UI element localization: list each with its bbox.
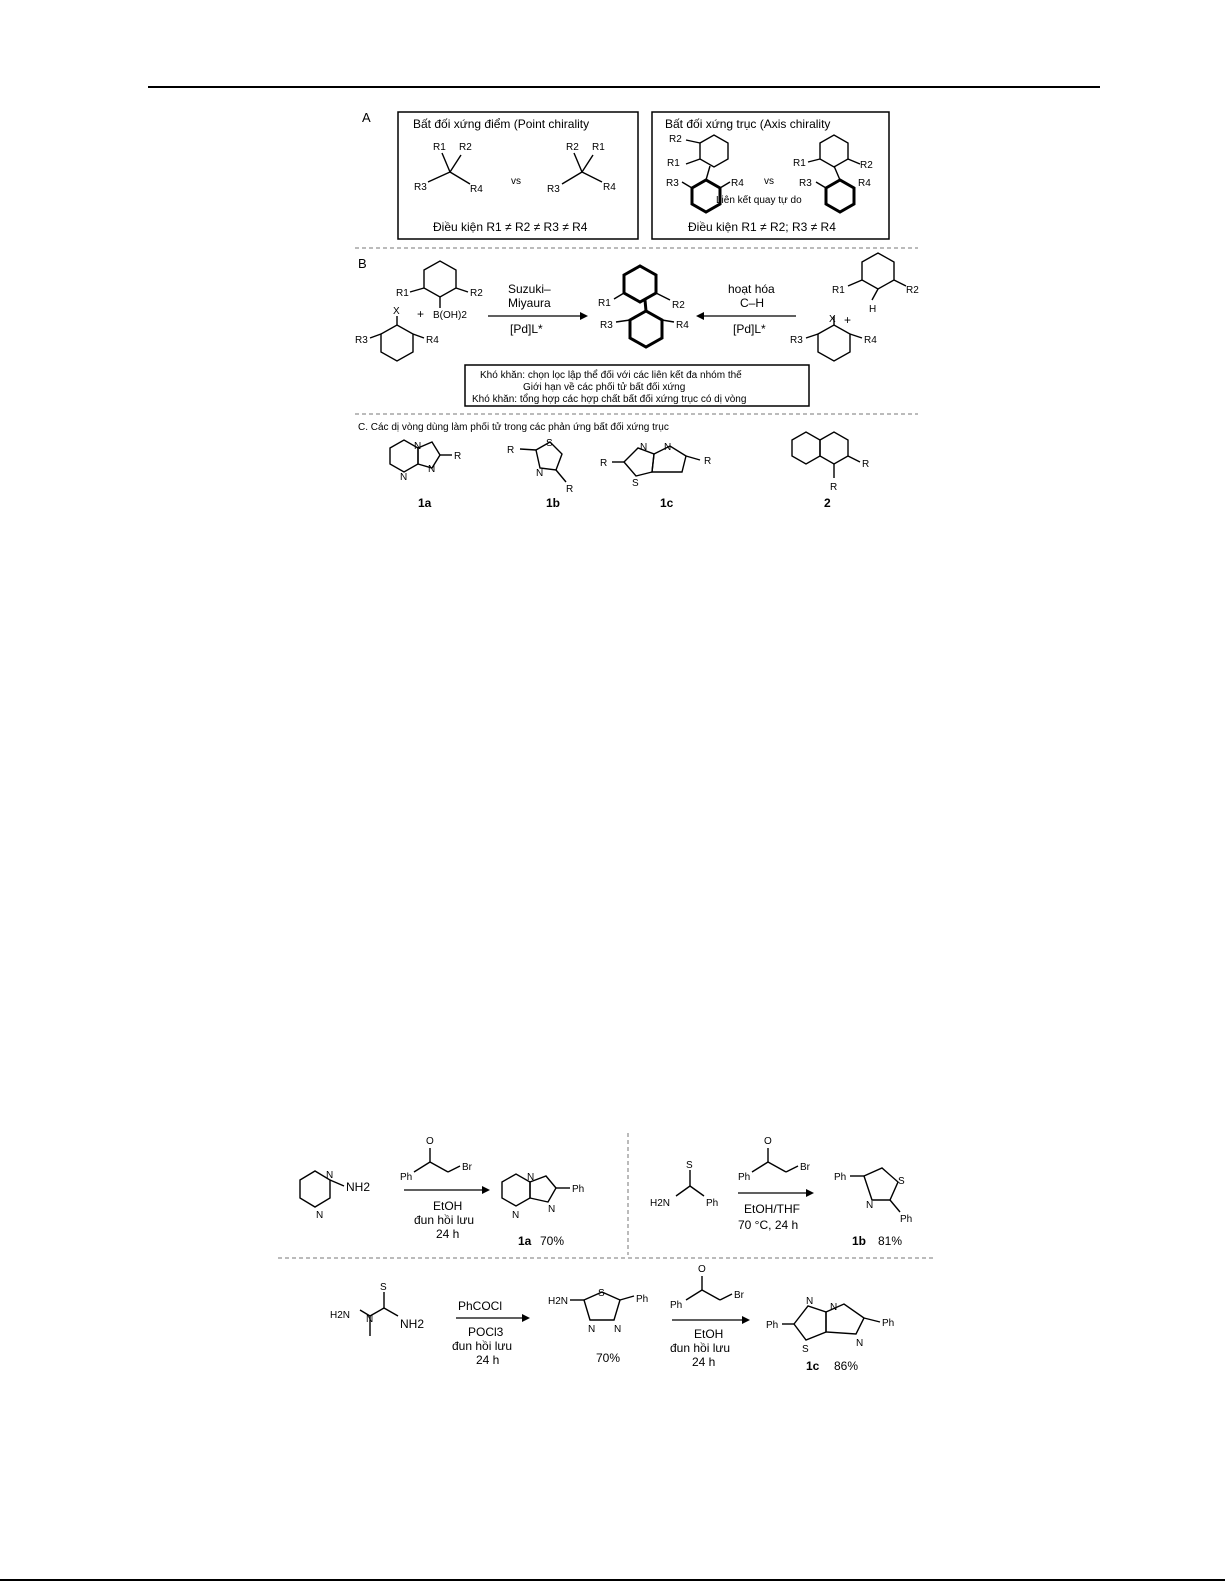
scheme-1-figure <box>355 110 919 510</box>
product-1b <box>834 1168 912 1225</box>
svg-text:R1: R1 <box>793 158 806 169</box>
svg-text:N: N <box>428 464 436 475</box>
ch-aryl <box>832 253 919 327</box>
svg-text:Ph: Ph <box>572 1184 585 1195</box>
svg-text:NH2: NH2 <box>400 1317 425 1331</box>
rxn2-cond-1: EtOH/THF <box>744 1202 800 1216</box>
svg-text:R4: R4 <box>858 178 871 189</box>
svg-text:R2: R2 <box>672 300 685 311</box>
svg-text:R1: R1 <box>433 142 446 153</box>
svg-text:S: S <box>898 1176 905 1187</box>
svg-text:R: R <box>830 482 838 493</box>
rxn1-cond-3: 24 h <box>436 1227 460 1241</box>
svg-text:R3: R3 <box>799 178 812 189</box>
svg-text:S: S <box>802 1344 809 1355</box>
svg-text:R4: R4 <box>676 320 689 331</box>
ch-label-2: C–H <box>740 296 765 310</box>
svg-text:Ph: Ph <box>882 1318 895 1329</box>
svg-text:N: N <box>400 472 408 483</box>
product-1a-label: 1a <box>518 1234 532 1248</box>
compound-1b-label: 1b <box>546 496 561 510</box>
product-1c-label: 1c <box>806 1359 820 1373</box>
axis-condition: Điều kiện R1 ≠ R2; R3 ≠ R4 <box>688 220 836 234</box>
svg-text:Ph: Ph <box>834 1172 847 1183</box>
rxn3-step1-cond-4: 24 h <box>476 1353 500 1367</box>
thiobenzamide <box>650 1160 718 1209</box>
rxn3-step2-cond-3: 24 h <box>692 1355 716 1369</box>
ch-catalyst: [Pd]L* <box>733 322 766 336</box>
ch-label-1: hoạt hóa <box>728 282 775 296</box>
svg-text:N: N <box>316 1210 324 1221</box>
rxn3-step2-cond-1: EtOH <box>694 1327 724 1341</box>
svg-text:R3: R3 <box>547 184 560 195</box>
svg-text:R4: R4 <box>470 184 483 195</box>
challenge-line-1: Khó khăn: chọn lọc lập thể đối với các liên kết đa nhóm thế <box>480 370 742 381</box>
svg-text:Ph: Ph <box>636 1294 649 1305</box>
svg-text:N: N <box>588 1324 596 1335</box>
suzuki-label-2: Miyaura <box>508 296 551 310</box>
svg-text:O: O <box>698 1264 706 1275</box>
panel-a-label: A <box>362 110 371 125</box>
svg-text:NH2: NH2 <box>346 1180 371 1194</box>
svg-text:Ph: Ph <box>900 1214 913 1225</box>
challenge-line-2: Giới hạn về các phối tử bất đối xứng <box>523 382 686 393</box>
svg-text:Br: Br <box>734 1290 744 1301</box>
svg-text:H2N: H2N <box>548 1296 569 1307</box>
svg-text:Ph: Ph <box>400 1172 413 1183</box>
svg-text:+: + <box>417 307 425 321</box>
svg-text:R1: R1 <box>598 298 611 309</box>
svg-text:B(OH)2: B(OH)2 <box>433 310 467 321</box>
point-vs: vs <box>511 176 521 187</box>
bromoketone-2 <box>738 1136 811 1183</box>
svg-text:N: N <box>536 468 544 479</box>
challenge-line-3: Khó khăn: tổng hợp các hợp chất bất đối xứng trục có dị vòng <box>472 394 747 405</box>
svg-text:R3: R3 <box>414 182 427 193</box>
svg-text:N: N <box>640 442 648 453</box>
panel-b-label: B <box>358 256 367 271</box>
product-1c-yield: 86% <box>834 1359 859 1373</box>
product-1a <box>502 1172 584 1221</box>
rxn3-step1-cond-2: POCl3 <box>468 1325 504 1339</box>
svg-text:R2: R2 <box>669 134 682 145</box>
svg-text:N: N <box>326 1170 334 1181</box>
reaction-3 <box>330 1264 894 1373</box>
svg-text:R: R <box>454 451 462 462</box>
svg-text:Br: Br <box>462 1162 472 1173</box>
rxn1-cond-1: EtOH <box>433 1199 463 1213</box>
suzuki-catalyst: [Pd]L* <box>510 322 543 336</box>
svg-text:R1: R1 <box>592 142 605 153</box>
svg-text:N: N <box>866 1200 874 1211</box>
panel-c-title: C. Các dị vòng dùng làm phối tử trong các phản ứng bất đối xứng trục <box>358 422 669 433</box>
compound-2-label: 2 <box>824 496 831 510</box>
product-1b-label: 1b <box>852 1234 867 1248</box>
svg-text:H: H <box>869 304 877 315</box>
svg-text:R1: R1 <box>832 285 845 296</box>
compound-1a-label: 1a <box>418 496 432 510</box>
bromoketone-1 <box>400 1136 473 1183</box>
svg-text:R: R <box>704 456 712 467</box>
svg-text:N: N <box>512 1210 520 1221</box>
svg-text:O: O <box>426 1136 434 1147</box>
svg-text:R4: R4 <box>426 335 439 346</box>
reaction-2 <box>650 1136 912 1248</box>
svg-text:Br: Br <box>800 1162 810 1173</box>
svg-text:Ph: Ph <box>706 1198 719 1209</box>
svg-text:Ph: Ph <box>766 1320 779 1331</box>
intermediate-yield: 70% <box>596 1351 621 1365</box>
product-1b-yield: 81% <box>878 1234 903 1248</box>
aminopyrimidine <box>300 1170 370 1221</box>
svg-text:S: S <box>598 1288 605 1299</box>
point-condition: Điều kiện R1 ≠ R2 ≠ R3 ≠ R4 <box>433 220 588 234</box>
svg-text:R4: R4 <box>603 182 616 193</box>
svg-text:R3: R3 <box>355 335 368 346</box>
svg-text:R3: R3 <box>600 320 613 331</box>
product-1a-yield: 70% <box>540 1234 565 1248</box>
svg-text:N: N <box>366 1314 374 1325</box>
svg-text:X: X <box>393 306 400 317</box>
compound-1a-structure <box>390 440 461 483</box>
aryl-halide <box>355 306 439 361</box>
svg-text:N: N <box>664 442 672 453</box>
svg-text:O: O <box>764 1136 772 1147</box>
svg-text:N: N <box>414 441 422 452</box>
bromoketone-3 <box>670 1264 745 1311</box>
svg-text:S: S <box>546 438 553 449</box>
compound-2-structure <box>792 432 869 493</box>
svg-text:N: N <box>806 1296 814 1307</box>
svg-text:R: R <box>600 458 608 469</box>
svg-text:R4: R4 <box>731 178 744 189</box>
svg-text:N: N <box>527 1172 535 1183</box>
ch-aryl-halide <box>790 314 877 361</box>
svg-text:N: N <box>548 1204 556 1215</box>
reaction-1 <box>300 1136 584 1248</box>
svg-text:R3: R3 <box>790 335 803 346</box>
svg-text:N: N <box>856 1338 864 1349</box>
svg-text:R2: R2 <box>566 142 579 153</box>
rxn1-cond-2: đun hồi lưu <box>414 1213 475 1227</box>
svg-text:H2N: H2N <box>650 1198 671 1209</box>
compound-1c-label: 1c <box>660 496 674 510</box>
product-1c <box>766 1296 894 1355</box>
svg-text:N: N <box>830 1302 838 1313</box>
thiosemicarbazide <box>330 1282 424 1336</box>
svg-text:S: S <box>632 478 639 489</box>
point-chirality-title: Bất đối xứng điểm (Point chirality <box>413 117 590 131</box>
svg-text:H2N: H2N <box>330 1310 351 1321</box>
compound-1b-structure <box>507 438 573 495</box>
svg-text:R1: R1 <box>667 158 680 169</box>
rxn3-step2-cond-2: đun hồi lưu <box>670 1341 731 1355</box>
scheme-2-figure <box>278 1133 935 1373</box>
axis-vs: vs <box>764 176 774 187</box>
svg-text:R4: R4 <box>864 335 877 346</box>
svg-text:R1: R1 <box>396 288 409 299</box>
svg-text:+: + <box>844 313 852 327</box>
rxn3-step1-cond-3: đun hồi lưu <box>452 1339 513 1353</box>
svg-text:R2: R2 <box>459 142 472 153</box>
axis-rotation-note: Liên kết quay tự do <box>716 195 802 206</box>
svg-text:S: S <box>686 1160 693 1171</box>
svg-text:R: R <box>862 459 870 470</box>
suzuki-label-1: Suzuki– <box>508 282 551 296</box>
svg-text:R: R <box>507 445 515 456</box>
rxn2-cond-2: 70 °C, 24 h <box>738 1218 799 1232</box>
svg-text:Ph: Ph <box>738 1172 751 1183</box>
svg-text:X: X <box>829 314 836 325</box>
axis-chirality-title: Bất đối xứng trục (Axis chirality <box>665 117 831 131</box>
biaryl-product <box>598 266 689 347</box>
compound-1c-structure <box>600 442 711 489</box>
svg-text:R: R <box>566 484 574 495</box>
rxn3-step1-cond-1: PhCOCl <box>458 1299 503 1313</box>
svg-text:R3: R3 <box>666 178 679 189</box>
boronic-acid-aryl <box>396 261 483 321</box>
svg-text:S: S <box>380 1282 387 1293</box>
axis-chirality-box <box>652 112 889 239</box>
svg-text:Ph: Ph <box>670 1300 683 1311</box>
point-chirality-box <box>398 112 638 239</box>
svg-text:R2: R2 <box>906 285 919 296</box>
challenges-box <box>465 365 809 406</box>
svg-text:R2: R2 <box>470 288 483 299</box>
svg-text:R2: R2 <box>860 160 873 171</box>
aminothiadiazole <box>548 1288 648 1335</box>
svg-text:N: N <box>614 1324 622 1335</box>
